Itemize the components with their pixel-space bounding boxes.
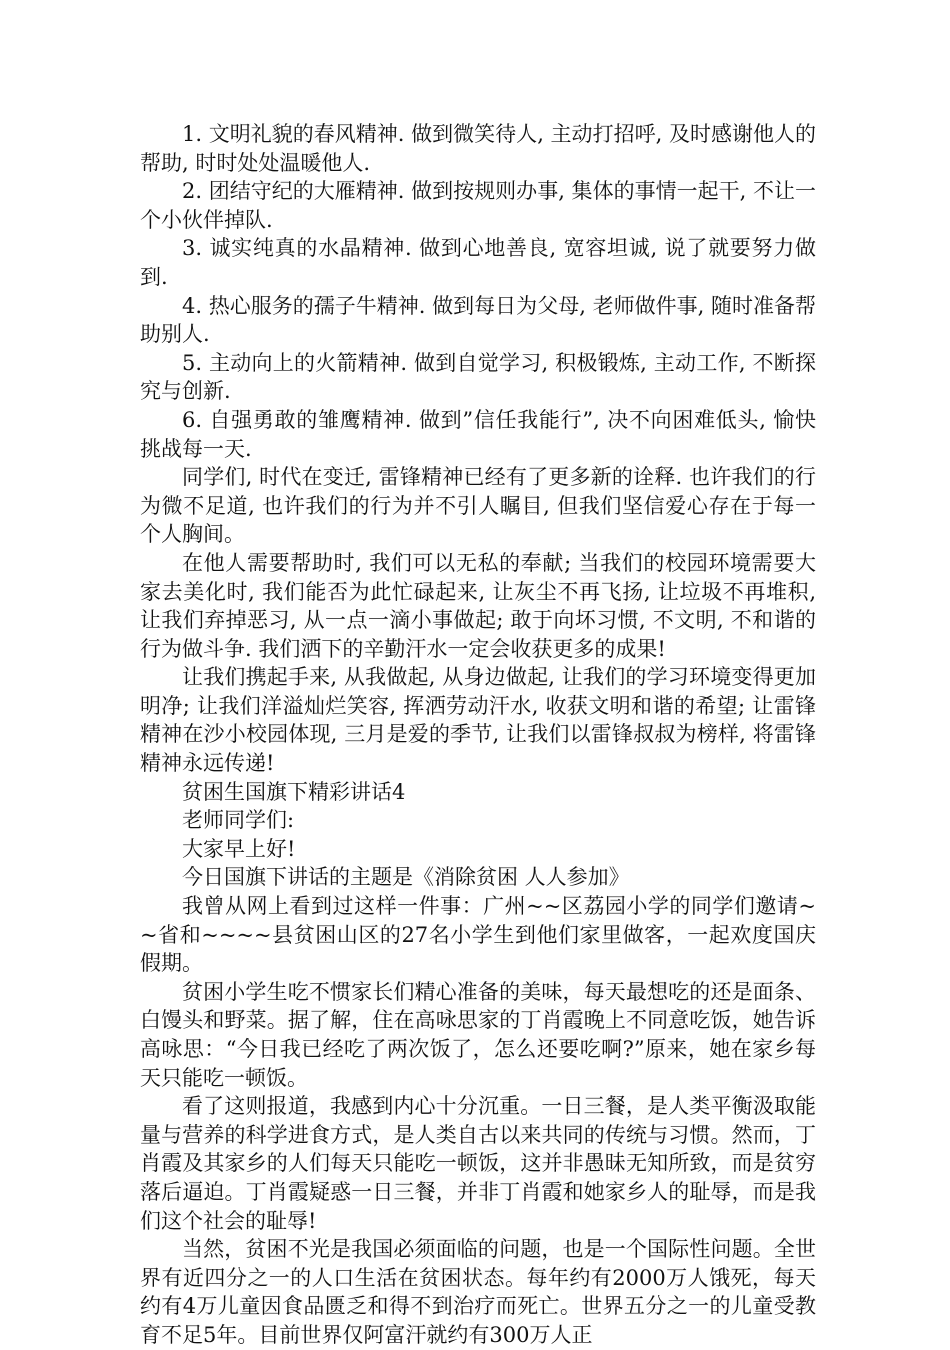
speech-topic: 今日国旗下讲话的主题是《消除贫困 人人参加》	[182, 865, 630, 890]
paragraph-1: 1. 文明礼貌的春风精神. 做到微笑待人, 主动打招呼, 及时感谢他人的帮助, 时时处处温暖他人.	[140, 122, 816, 175]
paragraph-8: 在他人需要帮助时, 我们可以无私的奉献; 当我们的校园环境需要大家去美化时, 我们能否为此忙碌起来, 让灰尘不再飞扬, 让垃圾不再堆积, 让我们弃掉恶习, 从一点一滴小事做起; 敢于向坏习惯, 不文明, 不和谐的行为做斗争. 我们洒下的辛勤汗水一定会收获更多的成果!	[140, 550, 816, 661]
greeting: 大家早上好!	[182, 836, 296, 861]
paragraph-6: 6. 自强勇敢的雏鹰精神. 做到”信任我能行”, 决不向困难低头, 愉快挑战每一天.	[140, 407, 816, 461]
paragraph-17: 当然，贫困不光是我国必须面临的问题，也是一个国际性问题。全世界有近四分之一的人口生活在贫困状态。每年约有2000万人饿死，每天约有4万儿童因食品匮乏和得不到治疗而死亡。世界五分之一的儿童受教育不足5年。目前世界仅阿富汗就约有300万人正	[140, 1237, 816, 1347]
document-body	[140, 120, 816, 1350]
salutation: 老师同学们:	[182, 808, 295, 833]
paragraph-3: 3. 诚实纯真的水晶精神. 做到心地善良, 宽容坦诚, 说了就要努力做到.	[140, 236, 816, 289]
paragraph-2: 2. 团结守纪的大雁精神. 做到按规则办事, 集体的事情一起干, 不让一个小伙伴掉队.	[140, 179, 816, 232]
paragraph-9: 让我们携起手来, 从我做起, 从身边做起, 让我们的学习环境变得更加明净; 让我们洋溢灿烂笑容, 挥洒劳动汗水, 收获文明和谐的希望; 让雷锋精神在沙小校园体现, 三月是爱的季节, 让我们以雷锋叔叔为榜样, 将雷锋精神永远传递!	[140, 665, 816, 776]
paragraph-4: 4. 热心服务的孺子牛精神. 做到每日为父母, 老师做件事, 随时准备帮助别人.	[140, 293, 816, 347]
paragraph-5: 5. 主动向上的火箭精神. 做到自觉学习, 积极锻炼, 主动工作, 不断探究与创新.	[140, 350, 816, 404]
paragraph-7: 同学们, 时代在变迁, 雷锋精神已经有了更多新的诠释. 也许我们的行为微不足道, 也许我们的行为并不引人瞩目, 但我们坚信爱心存在于每一个人胸间。	[140, 465, 816, 547]
paragraph-15: 贫困小学生吃不惯家长们精心准备的美味，每天最想吃的还是面条、白馒头和野菜。据了解，住在高咏思家的丁肖霞晚上不同意吃饭，她告诉高咏思：“今日我已经吃了两次饭了，怎么还要吃啊?”原来，她在家乡每天只能吃一顿饭。	[140, 979, 816, 1090]
paragraph-16: 看了这则报道，我感到内心十分沉重。一日三餐，是人类平衡汲取能量与营养的科学进食方式，是人类自古以来共同的传统与习惯。然而，丁肖霞及其家乡的人们每天只能吃一顿饭，这并非愚昧无知所致，而是贫穷落后逼迫。丁肖霞疑惑一日三餐，并非丁肖霞和她家乡人的耻辱，而是我们这个社会的耻辱!	[140, 1094, 816, 1233]
section-heading: 贫困生国旗下精彩讲话4	[182, 779, 406, 804]
paragraph-14: 我曾从网上看到过这样一件事：广州~~区荔园小学的同学们邀请~~省和~~~~县贫困山区的27名小学生到他们家里做客，一起欢度国庆假期。	[140, 894, 816, 976]
